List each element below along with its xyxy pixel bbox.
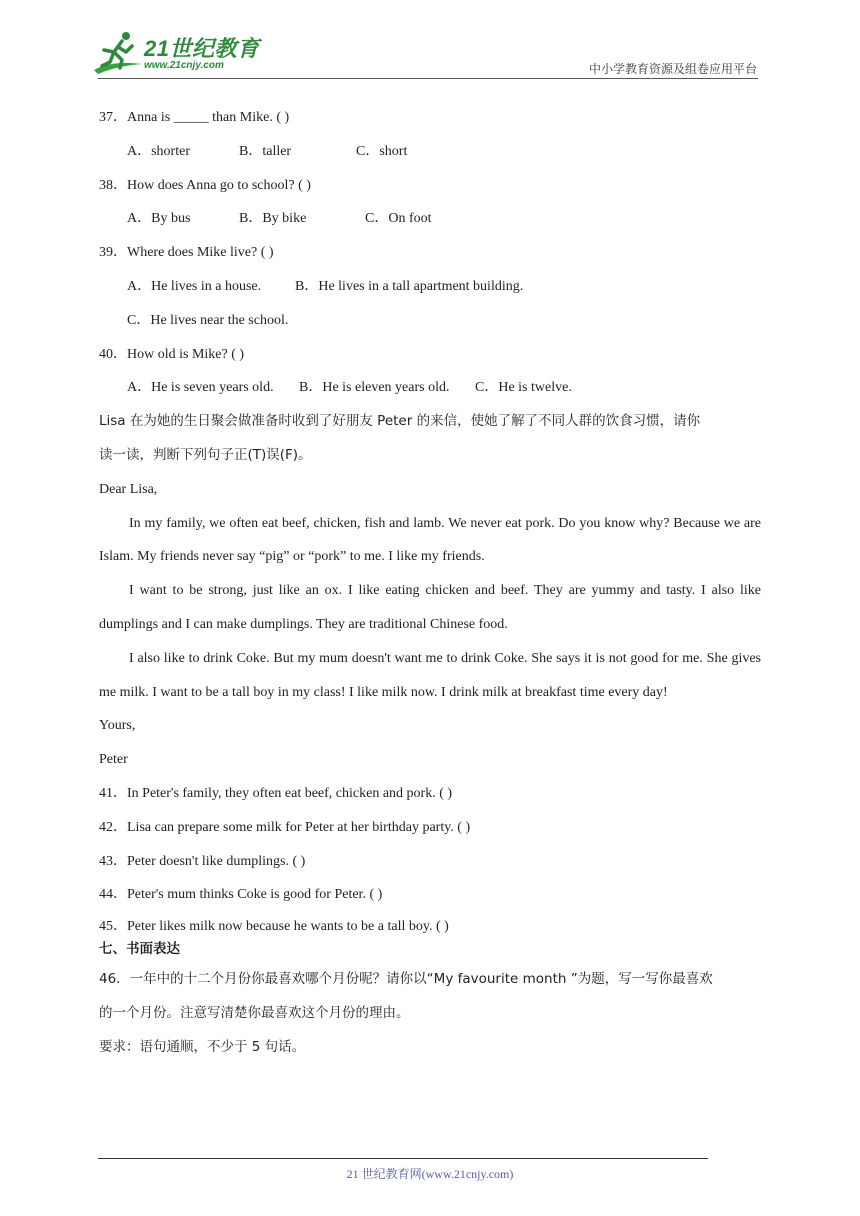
tf-question-44: 44．Peter's mum thinks Coke is good for Peter. ( )	[99, 887, 383, 903]
header-divider	[98, 78, 758, 79]
letter-paragraph-2: I want to be strong, just like an ox. I like eating chicken and beef. They are yummy and tasty. I also like dumplings and I can make dumplings. They are traditional Chinese food.	[99, 583, 761, 632]
question-37-options	[99, 135, 761, 169]
tf-question-43: 43．Peter doesn't like dumplings. ( )	[99, 853, 306, 869]
option-c: C．On foot	[365, 211, 432, 227]
option-b: B．He lives in a tall apartment building.	[295, 278, 524, 294]
option-b: B．taller	[239, 143, 292, 159]
section-title: 七、书面表达	[99, 941, 180, 958]
tf-question-41: 41．In Peter's family, they often eat beef, chicken and pork. ( )	[99, 785, 453, 801]
option-c: C．short	[356, 143, 408, 159]
page-content	[99, 101, 761, 1065]
runner-icon	[92, 30, 144, 76]
question-39-options-row1	[99, 270, 761, 304]
question-40: 40．How old is Mike? ( )	[99, 346, 245, 362]
letter-paragraph-3: I also like to drink Coke. But my mum doesn't want me to drink Coke. She says it is not good for me. She gives me milk. I want to be a tall boy in my class! I like milk now. I drink milk at breakfast time every day!	[99, 650, 761, 700]
question-38: 38．How does Anna go to school? ( )	[99, 177, 311, 193]
footer-divider	[98, 1158, 708, 1159]
option-a: A．By bus	[127, 211, 191, 227]
option-a: A．He is seven years old.	[127, 380, 274, 396]
site-logo	[92, 30, 262, 78]
reading-intro-line-1: Lisa 在为她的生日聚会做准备时收到了好朋友 Peter 的来信，使她了解了不同人群的饮食习惯，请你	[99, 413, 701, 430]
option-a: A．shorter	[127, 143, 190, 159]
logo-text: 21世纪教育	[144, 36, 260, 61]
option-a: A．He lives in a house.	[127, 278, 262, 294]
logo-url: www.21cnjy.com	[144, 60, 224, 71]
option-b: B．He is eleven years old.	[299, 380, 450, 396]
question-39: 39．Where does Mike live? ( )	[99, 245, 274, 261]
question-38-options	[99, 202, 761, 236]
option-c: C．He is twelve.	[475, 380, 572, 396]
question-46-line-1: 46．一年中的十二个月份你最喜欢哪个月份呢？请你以“My favourite month ”为题，写一写你最喜欢	[99, 971, 713, 988]
option-c: C．He lives near the school.	[127, 312, 289, 328]
reading-intro-line-2: 读一读，判断下列句子正(T)误(F)。	[99, 446, 312, 463]
question-40-options	[99, 371, 761, 405]
letter-closing: Yours,	[99, 718, 136, 734]
tf-question-42: 42．Lisa can prepare some milk for Peter at her birthday party. ( )	[99, 819, 471, 835]
tf-question-45: 45．Peter likes milk now because he wants to be a tall boy. ( )	[99, 919, 449, 935]
letter-signature: Peter	[99, 752, 128, 768]
page-header	[0, 0, 860, 80]
question-46-line-2: 的一个月份。注意写清楚你最喜欢这个月份的理由。	[99, 1004, 410, 1021]
question-37: 37．Anna is _____ than Mike. ( )	[99, 110, 290, 125]
question-39-options-row2	[99, 304, 761, 338]
page-footer: 21 世纪教育网(www.21cnjy.com)	[346, 1167, 514, 1181]
option-b: B．By bike	[239, 211, 307, 227]
header-platform-text: 中小学教育资源及组卷应用平台	[588, 62, 757, 76]
letter-greeting: Dear Lisa,	[99, 481, 158, 497]
question-46-requirement: 要求：语句通顺，不少于 5 句话。	[99, 1038, 306, 1055]
letter-paragraph-1: In my family, we often eat beef, chicken, fish and lamb. We never eat pork. Do you know why? Because we are Islam. My friends never say “pig” or “pork” to me. I like my friends.	[99, 515, 761, 565]
